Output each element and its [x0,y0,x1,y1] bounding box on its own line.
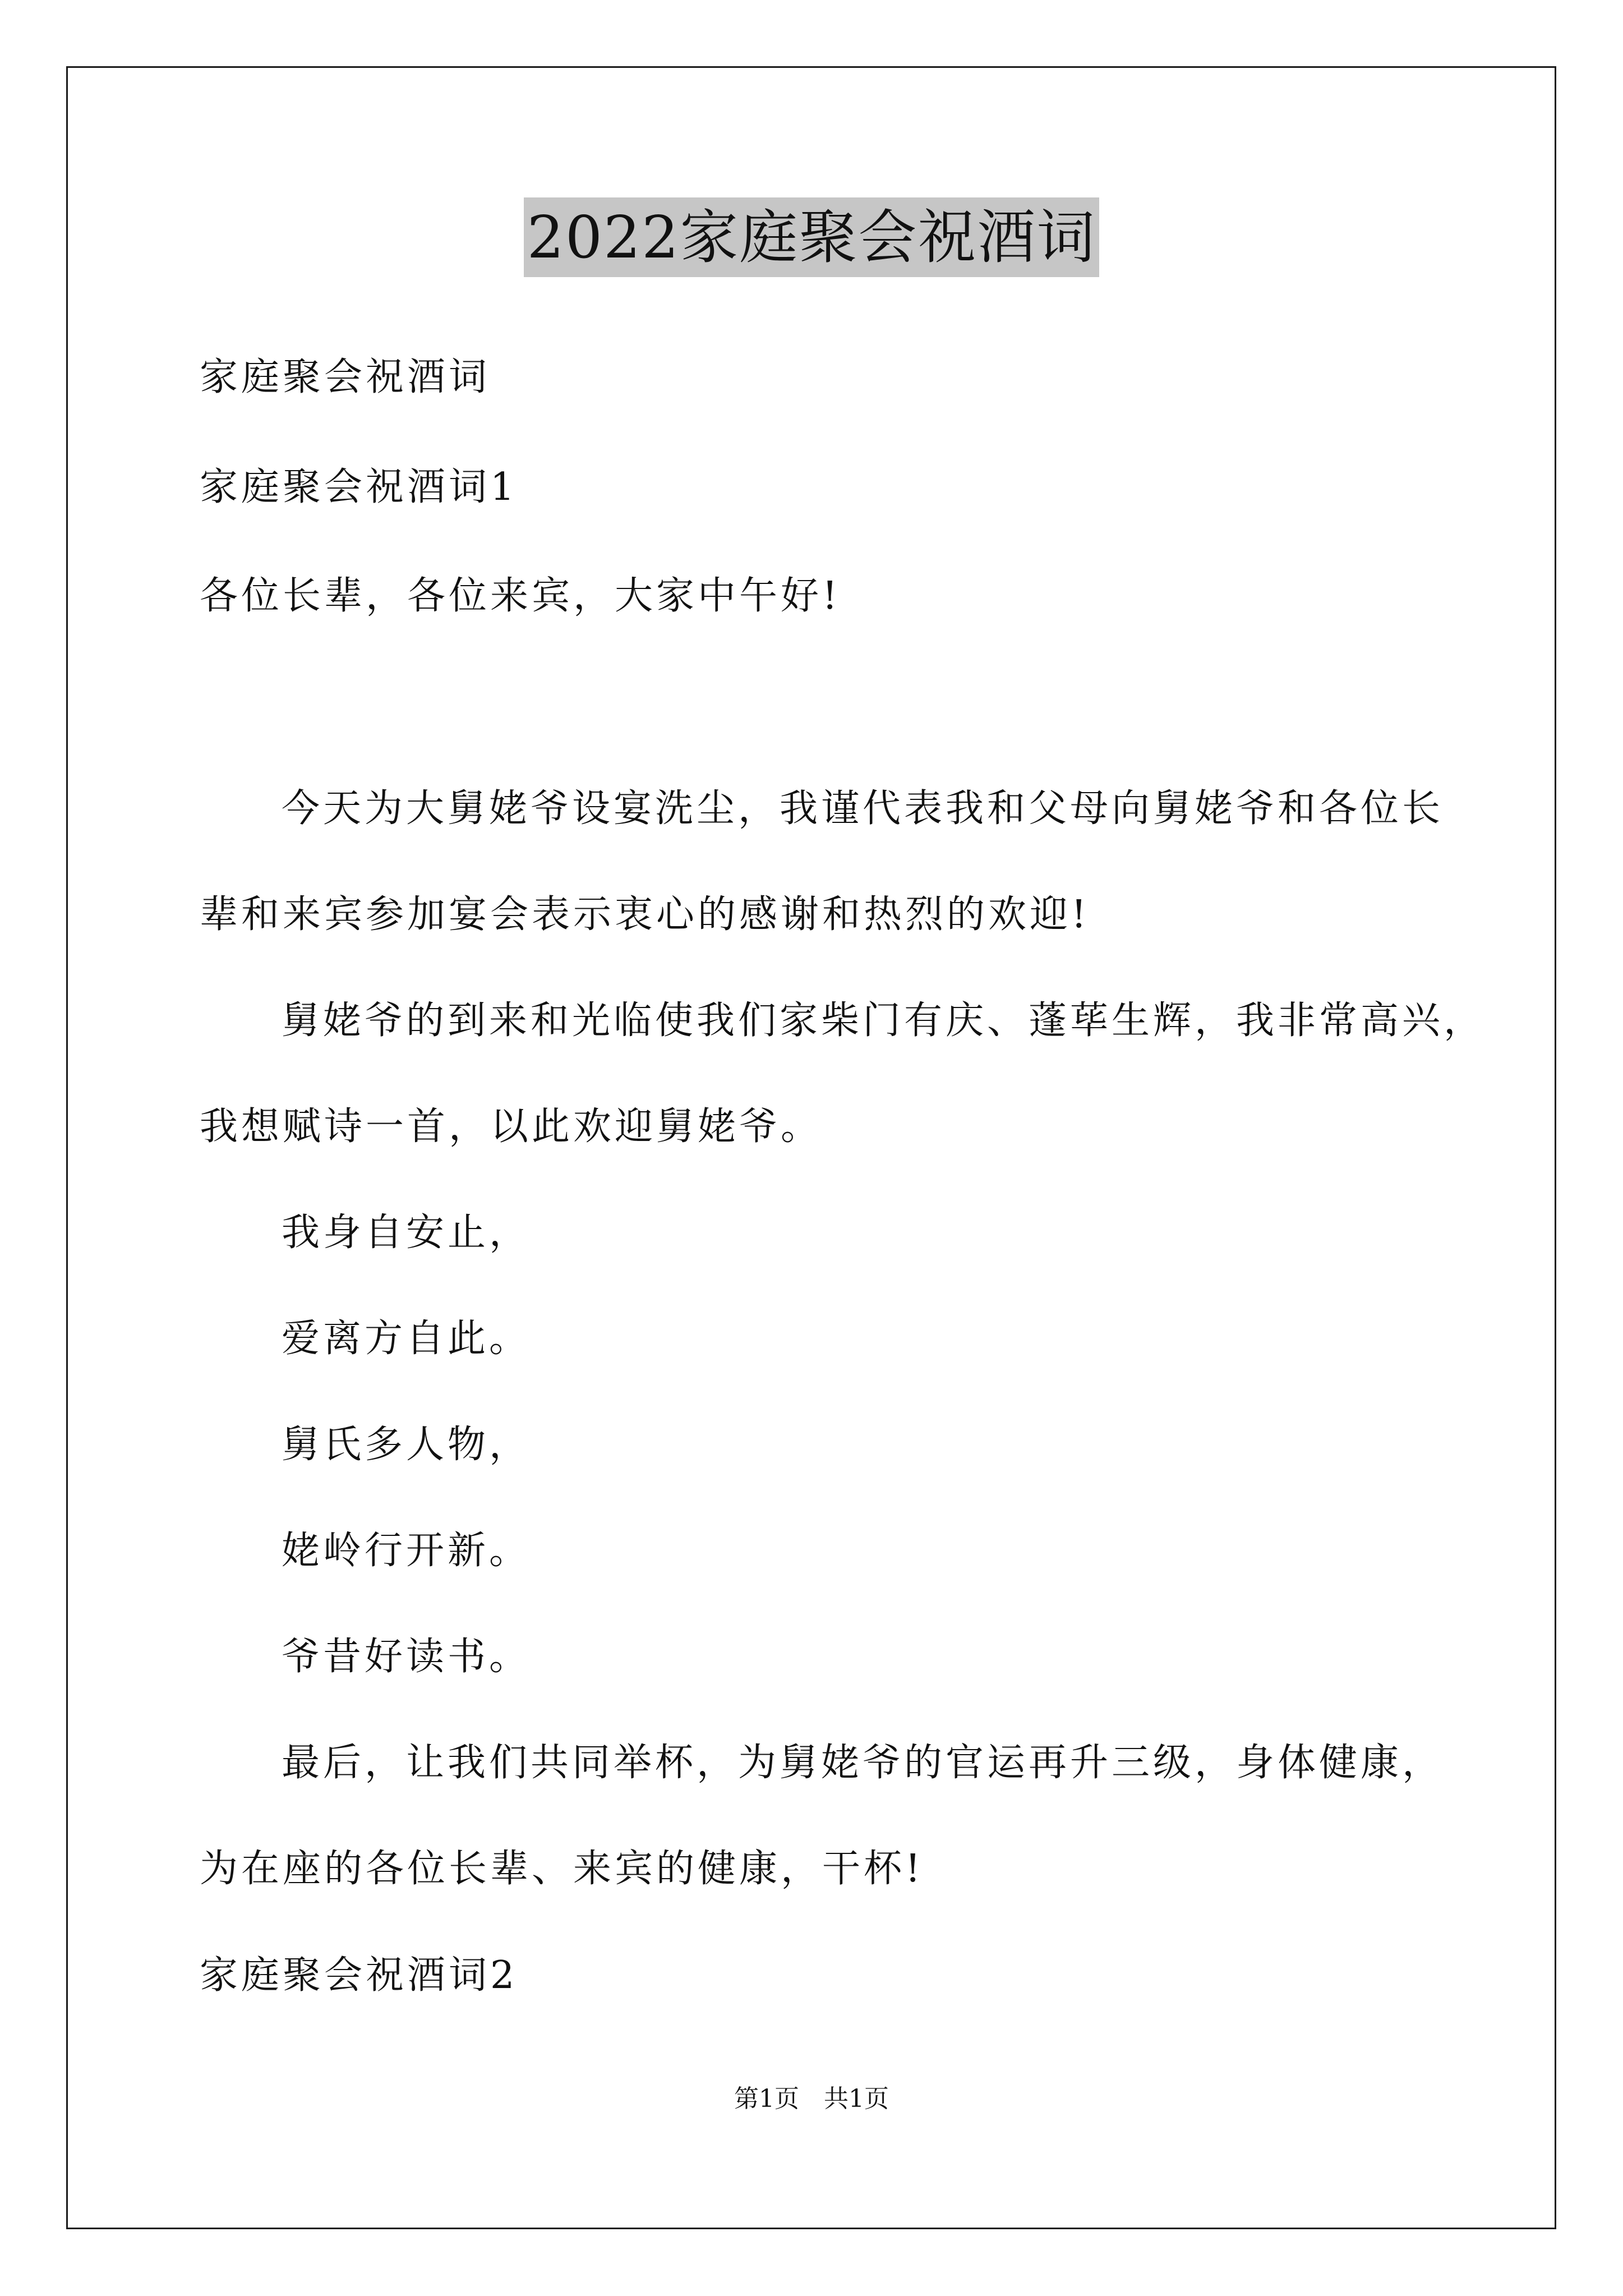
poem-line: 我身自安止， [282,1211,531,1255]
paragraph-line: 为在座的各位长辈、来宾的健康，干杯! [200,1847,924,1891]
subsection-heading-2: 家庭聚会祝酒词2 [200,1953,518,1998]
page-footer: 第1页 共1页 [734,2085,889,2113]
subsection-heading-1: 家庭聚会祝酒词1 [200,465,518,509]
paragraph-line: 最后，让我们共同举杯，为舅姥爷的官运再升三级，身体健康， [282,1741,1444,1785]
poem-line: 舅氏多人物， [282,1423,531,1467]
section-heading: 家庭聚会祝酒词 [200,355,491,399]
poem-line: 姥岭行开新。 [282,1529,531,1573]
paragraph-line: 今天为大舅姥爷设宴洗尘，我谨代表我和父母向舅姥爷和各位长 [282,786,1444,831]
greeting-line: 各位长辈，各位来宾，大家中午好! [200,574,841,618]
paragraph-line: 舅姥爷的到来和光临使我们家柴门有庆、蓬荜生辉，我非常高兴， [282,999,1486,1043]
paragraph-line: 辈和来宾参加宴会表示衷心的感谢和热烈的欢迎! [200,892,1090,937]
paragraph-line: 我想赋诗一首，以此欢迎舅姥爷。 [200,1105,823,1149]
poem-line: 爷昔好读书。 [282,1635,531,1679]
poem-line: 爱离方自此。 [282,1317,531,1361]
title-container [0,197,1623,277]
document-title: 2022家庭聚会祝酒词 [524,197,1100,277]
